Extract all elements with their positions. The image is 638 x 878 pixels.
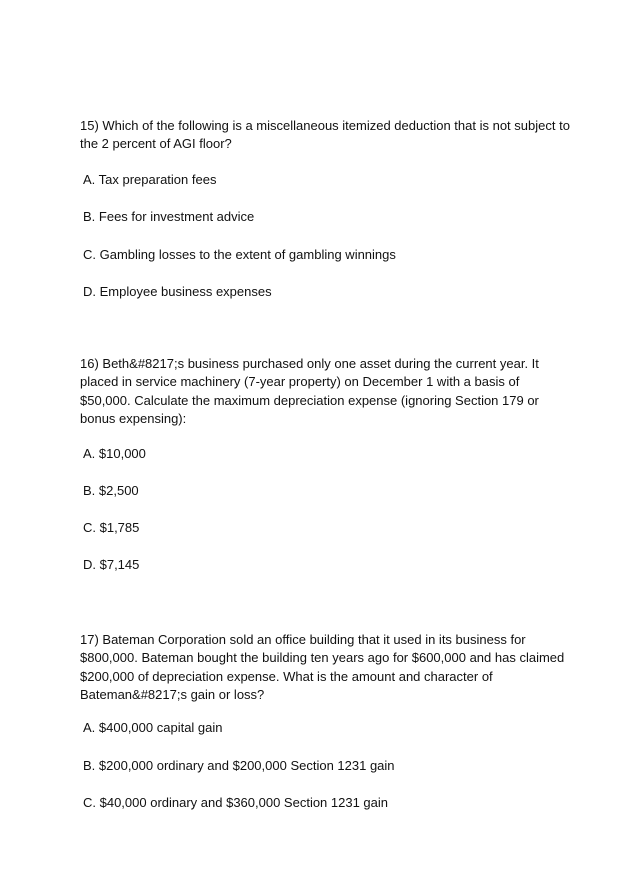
question-17-option-b: B. $200,000 ordinary and $200,000 Section 1231 gain [83,758,395,773]
question-15-option-b: B. Fees for investment advice [83,209,255,224]
question-16-option-b: B. $2,500 [83,483,139,498]
question-15-option-a: A. Tax preparation fees [83,172,217,187]
question-16-option-d: D. $7,145 [83,557,140,572]
question-17-stem: 17) Bateman Corporation sold an office building that it used in its business for $800,000. Bateman bought the building ten years ago for $600,000 and has claimed $200,000 of depreciation expense. What is the amount and character of Bateman&#8217;s gain or loss? [80,632,565,702]
question-17-option-a: A. $400,000 capital gain [83,720,223,735]
question-15-option-d: D. Employee business expenses [83,284,272,299]
question-15-stem: 15) Which of the following is a miscellaneous itemized deduction that is not subject to the 2 percent of AGI floor? [80,118,570,152]
question-17-option-c: C. $40,000 ordinary and $360,000 Section 1231 gain [83,795,389,810]
question-16-stem: 16) Beth&#8217;s business purchased only one asset during the current year. It placed in service machinery (7-year property) on December 1 with a basis of $50,000. Calculate the maximum depreciation expense (ignoring Section 179 or bonus expensing): [80,356,539,426]
question-17 [80,631,570,704]
question-16-option-c: C. $1,785 [83,520,140,535]
question-16 [80,355,570,428]
question-16-option-a: A. $10,000 [83,446,146,461]
question-15-option-c: C. Gambling losses to the extent of gambling winnings [83,247,396,262]
question-15 [80,117,570,154]
